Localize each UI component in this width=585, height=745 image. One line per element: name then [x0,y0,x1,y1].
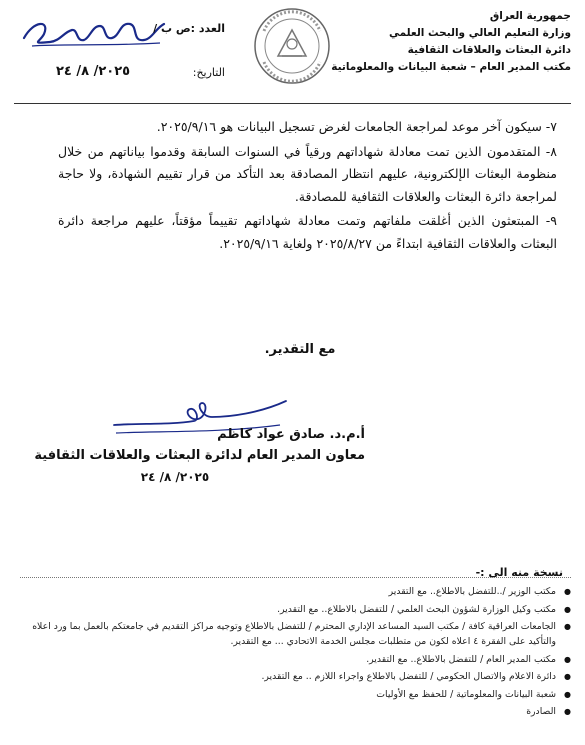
body-item-8: ٨- المتقدمون الذين تمت معادلة شهاداتهم ورقياً في السنوات السابقة وقدموا بياناتهم من خلال منظومة البعثات الإلكترونية، عليهم انتظار المصادقة بعد التأكد من قرار تقييم الشهادة، ولا حاجة لمراجعة دائرة البعثات والعلاقات الثقافية للمصادقة. [58,143,557,204]
ministry-seal-logo [242,6,342,86]
copies-list [30,584,571,722]
reference-label: العدد :ص ب / [153,22,225,35]
copy-recipient: ● الجامعات العراقية كافة / مكتب السيد المساعد الإداري المحترم / للتفضل بالاطلاع وتوجيه مراكز التقديم في جامعتكم بالعمل بما ورد اعلاه والتأكيد على الفقرة ٤ اعلاه لكون من متطلبات مجلس الخدمة الاتحادي ... مع التقدير. [30,619,571,649]
letterhead-line-ministry: وزارة التعليم العالي والبحث العلمي [388,27,571,39]
date-value: ٢٠٢٥/ ٨/ ٢٤ [56,64,131,79]
copy-recipient: ● الصادرة [30,704,571,719]
copy-recipient: ● مكتب وكيل الوزارة لشؤون البحث العلمي / للتفضل بالاطلاع.. مع التقدير. [30,602,571,617]
body-item-7: ٧- سيكون آخر موعد لمراجعة الجامعات لغرض تسجيل البيانات هو ٢٠٢٥/٩/١٦. [156,119,557,134]
signature-date: ٢٠٢٥/ ٨/ ٢٤ [140,470,210,484]
copies-title: نسخة منه الى :- [475,566,563,579]
letterhead-line-office: مكتب المدير العام – شعبة البيانات والمعلوماتية [331,61,571,73]
copy-recipient: ● شعبة البيانات والمعلوماتية / للحفظ مع الأوليات [30,687,571,702]
handwritten-reference-number [20,12,170,52]
letterhead-line-country: جمهورية العراق [489,10,571,22]
copy-recipient: ● مكتب الوزير /..للتفضل بالاطلاع.. مع التقدير [30,584,571,599]
letterhead [331,8,571,76]
date-label: التاريخ: [192,66,225,79]
header-divider [14,103,571,104]
copy-recipient: ● دائرة الاعلام والاتصال الحكومي / للتفضل بالاطلاع واجراء اللازم .. مع التقدير. [30,669,571,684]
reference-block [20,12,225,92]
letterhead-line-department: دائرة البعثات والعلاقات الثقافية [407,44,571,56]
closing-regards: مع التقدير. [264,342,336,357]
copies-divider [20,577,571,578]
signatory-title: معاون المدير العام لدائرة البعثات والعلاقات الثقافية [34,448,365,463]
signature-block [34,425,365,488]
body-item-9: ٩- المبتعثون الذين أغلقت ملفاتهم وتمت معادلة شهاداتهم تقييماً مؤقتاً، عليهم مراجعة دائرة البعثات والعلاقات الثقافية ابتداءً من ٢٠٢٥/٨/٢٧ ولغاية ٢٠٢٥/٩/١٦. [58,213,557,251]
signatory-name: أ.م.د. صادق عواد كاظم [217,427,365,442]
copy-recipient: ● مكتب المدير العام / للتفضل بالاطلاع.. مع التقدير. [30,652,571,667]
letter-body [58,116,557,257]
